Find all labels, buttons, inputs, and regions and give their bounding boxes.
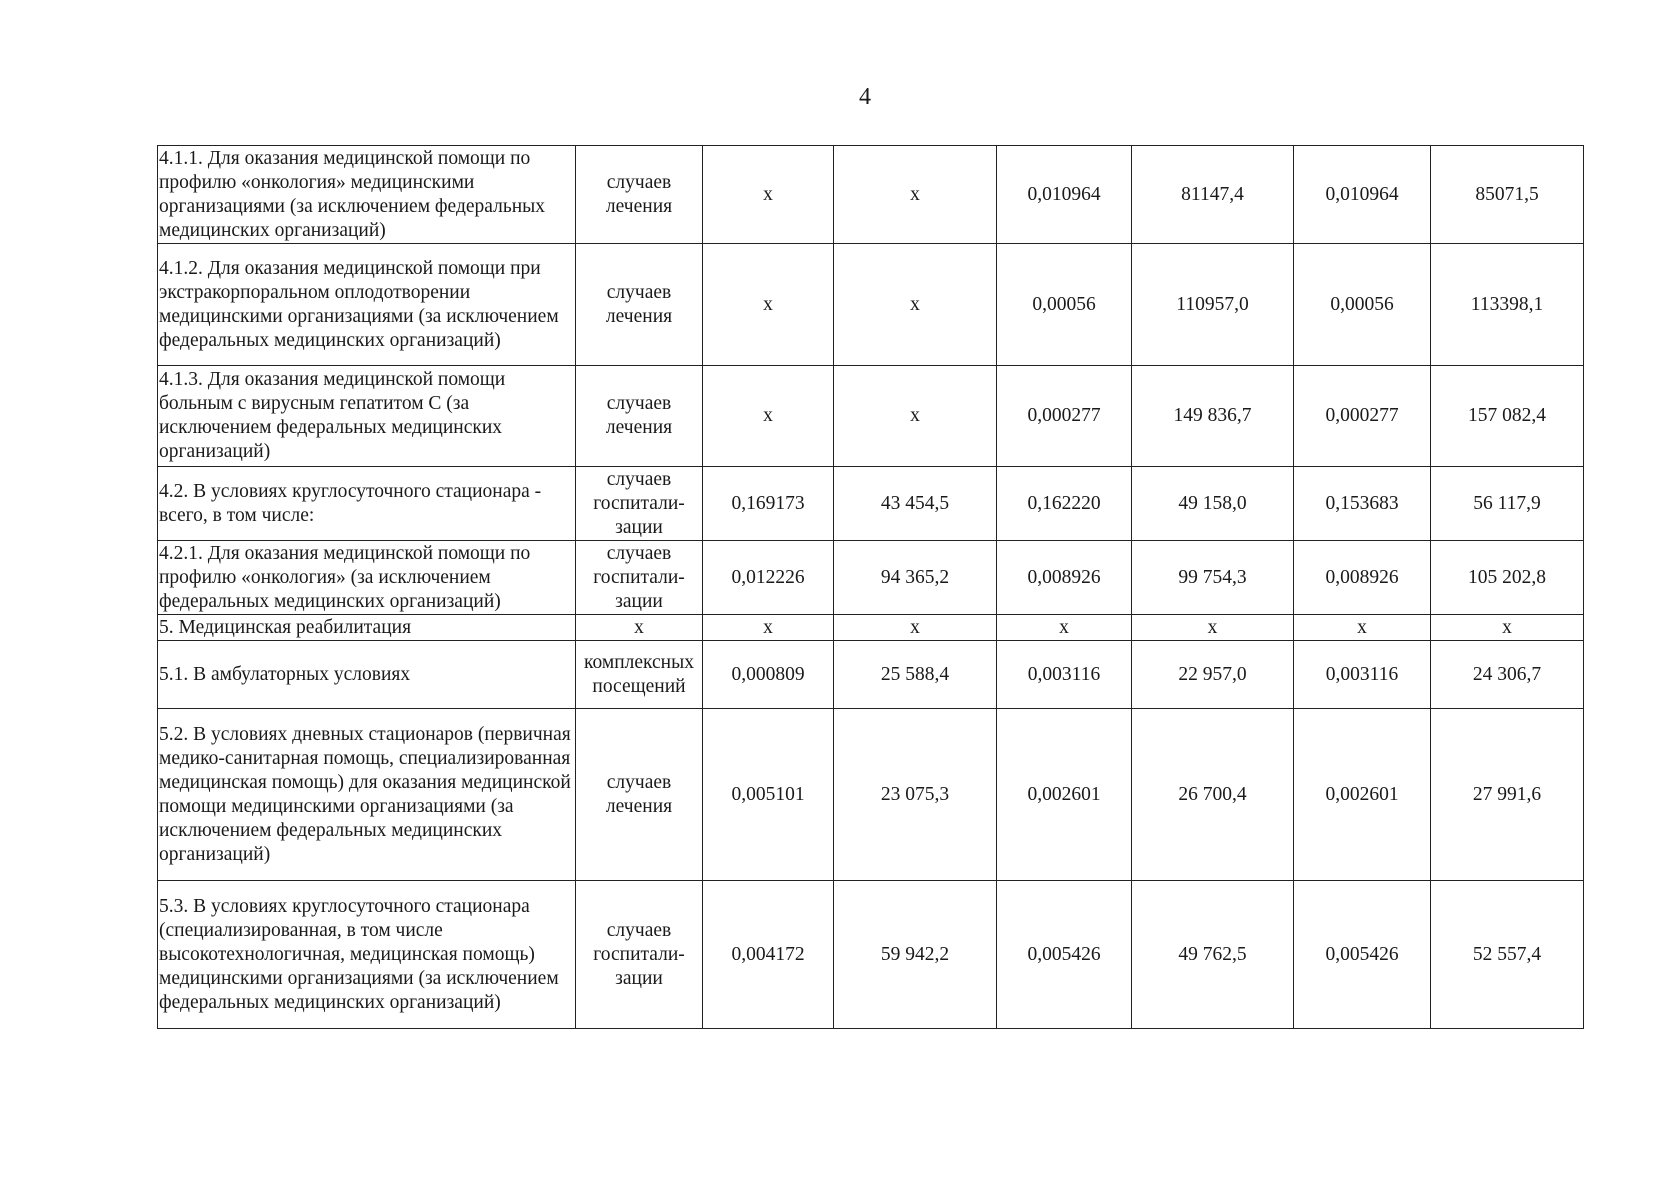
- value-cell: 49 158,0: [1132, 467, 1294, 541]
- value-cell: 0,000277: [997, 366, 1132, 467]
- row-name-cell: 5. Медицинская реабилитация: [158, 615, 576, 641]
- value-cell: 56 117,9: [1431, 467, 1584, 541]
- table-row: [158, 146, 1584, 244]
- row-name-cell: 4.2.1. Для оказания медицинской помощи по профилю «онкология» (за исключением федеральных медицинских организаций): [158, 541, 576, 615]
- data-table: [157, 145, 1584, 1029]
- table-row: [158, 467, 1584, 541]
- row-name-cell: 5.1. В амбулаторных условиях: [158, 641, 576, 709]
- value-cell: 0,005426: [1294, 881, 1431, 1029]
- value-cell: 85071,5: [1431, 146, 1584, 244]
- value-cell: 0,003116: [997, 641, 1132, 709]
- value-cell: х: [834, 244, 997, 366]
- value-cell: х: [703, 146, 834, 244]
- row-unit-cell: случаев госпитали-зации: [576, 467, 703, 541]
- row-unit-cell: случаев лечения: [576, 146, 703, 244]
- value-cell: 0,005426: [997, 881, 1132, 1029]
- value-cell: 0,002601: [997, 709, 1132, 881]
- value-cell: 0,008926: [1294, 541, 1431, 615]
- value-cell: 59 942,2: [834, 881, 997, 1029]
- value-cell: х: [834, 615, 997, 641]
- value-cell: 113398,1: [1431, 244, 1584, 366]
- row-name-cell: 4.1.3. Для оказания медицинской помощи больным с вирусным гепатитом С (за исключением федеральных медицинских организаций): [158, 366, 576, 467]
- value-cell: 27 991,6: [1431, 709, 1584, 881]
- row-name-cell: 4.1.2. Для оказания медицинской помощи при экстракорпоральном оплодотворении медицинскими организациями (за исключением федеральных медицинских организаций): [158, 244, 576, 366]
- value-cell: х: [1132, 615, 1294, 641]
- value-cell: 0,003116: [1294, 641, 1431, 709]
- value-cell: 0,010964: [997, 146, 1132, 244]
- value-cell: 0,012226: [703, 541, 834, 615]
- table-row: [158, 881, 1584, 1029]
- value-cell: 0,000277: [1294, 366, 1431, 467]
- value-cell: х: [1294, 615, 1431, 641]
- value-cell: 0,010964: [1294, 146, 1431, 244]
- table-row: [158, 541, 1584, 615]
- value-cell: 99 754,3: [1132, 541, 1294, 615]
- value-cell: х: [834, 146, 997, 244]
- page-number: 4: [859, 84, 871, 110]
- row-unit-cell: комплексных посещений: [576, 641, 703, 709]
- value-cell: 0,169173: [703, 467, 834, 541]
- value-cell: 0,008926: [997, 541, 1132, 615]
- value-cell: 52 557,4: [1431, 881, 1584, 1029]
- row-unit-cell: случаев лечения: [576, 709, 703, 881]
- value-cell: 22 957,0: [1132, 641, 1294, 709]
- value-cell: х: [834, 366, 997, 467]
- row-unit-cell: случаев лечения: [576, 244, 703, 366]
- table-row: [158, 244, 1584, 366]
- value-cell: 49 762,5: [1132, 881, 1294, 1029]
- value-cell: 0,005101: [703, 709, 834, 881]
- value-cell: 0,153683: [1294, 467, 1431, 541]
- table-row: [158, 366, 1584, 467]
- value-cell: 0,162220: [997, 467, 1132, 541]
- row-name-cell: 4.2. В условиях круглосуточного стационара - всего, в том числе:: [158, 467, 576, 541]
- value-cell: х: [703, 615, 834, 641]
- value-cell: 157 082,4: [1431, 366, 1584, 467]
- value-cell: 23 075,3: [834, 709, 997, 881]
- value-cell: 25 588,4: [834, 641, 997, 709]
- row-name-cell: 4.1.1. Для оказания медицинской помощи по профилю «онкология» медицинскими организациями (за исключением федеральных медицинских организаций): [158, 146, 576, 244]
- value-cell: х: [703, 244, 834, 366]
- value-cell: 43 454,5: [834, 467, 997, 541]
- table-row: [158, 615, 1584, 641]
- row-unit-cell: случаев госпитали-зации: [576, 541, 703, 615]
- value-cell: 110957,0: [1132, 244, 1294, 366]
- value-cell: 0,00056: [997, 244, 1132, 366]
- value-cell: 0,002601: [1294, 709, 1431, 881]
- value-cell: х: [997, 615, 1132, 641]
- value-cell: х: [703, 366, 834, 467]
- row-unit-cell: х: [576, 615, 703, 641]
- value-cell: 0,00056: [1294, 244, 1431, 366]
- value-cell: 81147,4: [1132, 146, 1294, 244]
- table-row: [158, 641, 1584, 709]
- value-cell: х: [1431, 615, 1584, 641]
- table-row: [158, 709, 1584, 881]
- row-name-cell: 5.2. В условиях дневных стационаров (первичная медико-санитарная помощь, специализированная медицинская помощь) для оказания медицинской помощи медицинскими организациями (за исключением федеральных медицинских организаций): [158, 709, 576, 881]
- value-cell: 149 836,7: [1132, 366, 1294, 467]
- value-cell: 0,000809: [703, 641, 834, 709]
- row-name-cell: 5.3. В условиях круглосуточного стационара (специализированная, в том числе высокотехнологичная, медицинская помощь) медицинскими организациями (за исключением федеральных медицинских организаций): [158, 881, 576, 1029]
- value-cell: 94 365,2: [834, 541, 997, 615]
- value-cell: 105 202,8: [1431, 541, 1584, 615]
- row-unit-cell: случаев лечения: [576, 366, 703, 467]
- value-cell: 26 700,4: [1132, 709, 1294, 881]
- value-cell: 0,004172: [703, 881, 834, 1029]
- value-cell: 24 306,7: [1431, 641, 1584, 709]
- row-unit-cell: случаев госпитали-зации: [576, 881, 703, 1029]
